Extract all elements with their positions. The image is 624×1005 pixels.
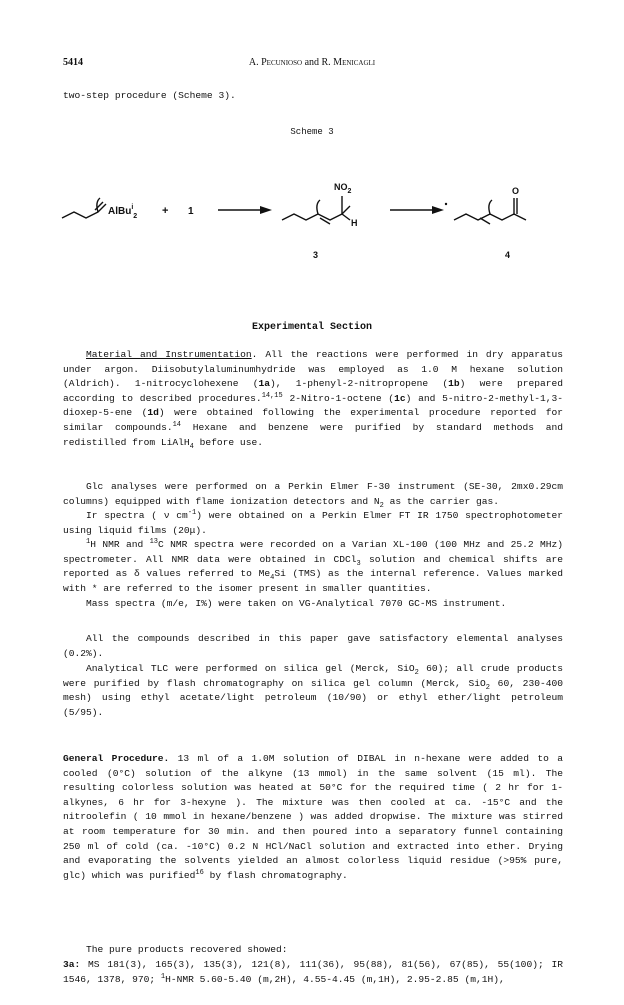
intro-line: two-step procedure (Scheme 3). — [63, 90, 236, 101]
author-a-initial: A. P — [248, 57, 267, 68]
author-a-surname: ecunioso — [266, 57, 303, 68]
running-header — [0, 57, 624, 68]
h-label: H — [351, 218, 358, 228]
reaction-scheme — [50, 140, 590, 270]
intermediate-side-chain — [317, 200, 320, 214]
compound-4-label: 4 — [505, 250, 511, 260]
glc-paragraph: Glc analyses were performed on a Perkin Elmer F-30 instrument (SE-30, 2mx0.29cm columns) equipped with flame ionization detectors and $N_2$ as the carrier gas. — [63, 481, 563, 510]
oxygen-label: O — [512, 186, 520, 196]
nitroolefin-number: 1 — [188, 206, 194, 217]
section-title: Experimental Section — [251, 322, 373, 333]
nmr-paragraph: $^1$H NMR and $^{13}$C NMR spectra were recorded on a Varian XL-100 (100 MHz and 25.2 MHz) spectrometer. All NMR data were obtained in CDCl$_3$ solution and chemical shifts are reported as δ values referred to $Me_4Si$ (TMS) as the internal reference. Values marked with * are referred to the isomer present in smaller quantities. — [63, 537, 563, 594]
nitro-label: $NO_2$ — [334, 182, 352, 195]
author-b-surname: enicagli — [342, 57, 376, 68]
tlc-paragraph: Analytical TLC were performed on silica gel (Merck, SiO$_2$ 60); all crude products were purified by flash chromatography on silica gel column (Merck, SiO$_2$ 60, 230-400 mesh) using ethyl acetate/light petroleum (10/90) or ethyl ether/light petroleum (5/95). — [63, 663, 563, 718]
arrow-head-2 — [432, 206, 444, 214]
ketone-skeleton — [454, 214, 526, 220]
materials-heading: Material and Instrumentation — [86, 349, 252, 360]
ir-paragraph: Ir spectra ( ν $cm^{-1}$) were obtained on a Perkin Elmer FT IR 1750 spectrophotometer using liquid films (20μ). — [63, 508, 564, 536]
author-b-initial: and R. M — [302, 57, 343, 68]
h-bond — [342, 214, 350, 220]
general-procedure-heading: General Procedure. — [63, 753, 170, 764]
general-procedure-paragraph: General Procedure. 13 ml of a 1.0M solution of DIBAL in n-hexane were added to a cooled (0°C) solution of the alkyne (13 mmol) in the same solvent (15 ml). The resulting colorless solution was heated at 50°C for the required time ( 2 hr for 1-alkynes, 6 hr for 3-hexyne ). The mixture was then cooled at ca. -15°C and the nitroolefin ( 10 mmol in hexane/benzene ) was added dropwise. The mixture was stirred at room temperature for 30 min. and then poured into a separatory funnel containing 250 ml of cold (ca. -10°C) 0.2 N HCl/NaCl solution and extracted into ether. Drying and evaporating the solvents yielded an almost colorless liquid residue (>95% pure, glc) which was purified$^{16}$ by flash chromatography. — [63, 753, 563, 881]
arrow-head-1 — [260, 206, 272, 214]
intermediate-skeleton — [282, 206, 350, 220]
ketone-side-chain — [489, 200, 492, 214]
reagent-label: AlBu$^i_2$ — [108, 204, 138, 220]
page-number: 5414 — [63, 57, 83, 68]
compound-3-label: 3 — [313, 250, 319, 260]
mass-paragraph: Mass spectra (m/e, I%) were taken on VG-Analytical 7070 GC-MS instrument. — [86, 598, 507, 609]
ketone-double-bond — [480, 218, 490, 224]
compound-3a-data: 3a: MS 181(3), 165(3), 135(3), 121(8), 111(36), 95(88), 81(56), 67(85), 55(100); IR 1546, 1378, 970; $^1$H-NMR 5.60-5.40 (m,2H), 4.55-4.45 (m,1H), 2.95-2.85 (m,1H), — [63, 959, 563, 985]
materials-paragraph: Material and Instrumentation. All the reactions were performed in dry apparatus under argon. Diisobutylaluminumhydride was employed as 1.0 M hexane solution (Aldrich). 1-nitrocyclohexene (1a), 1-phenyl-2-nitropropene (1b) were prepared according to described procedures.$^{14,15}$ 2-Nitro-1-octene (1c) and 5-nitro-2-methyl-1,3-dioxep-5-ene (1d) were obtained following the experimental procedure reported for similar compounds.$^{14}$ Hexane and benzene were purified by standard methods and redistilled from LiAlH$_4$ before use. — [63, 349, 564, 451]
scheme-title: Scheme 3 — [290, 127, 334, 137]
recovered-line: The pure products recovered showed: — [86, 944, 288, 955]
dot-mark — [445, 203, 447, 205]
elemental-paragraph: All the compounds described in this paper gave satisfactory elemental analyses (0.2%). — [63, 633, 563, 659]
plus-sign: + — [162, 205, 169, 217]
